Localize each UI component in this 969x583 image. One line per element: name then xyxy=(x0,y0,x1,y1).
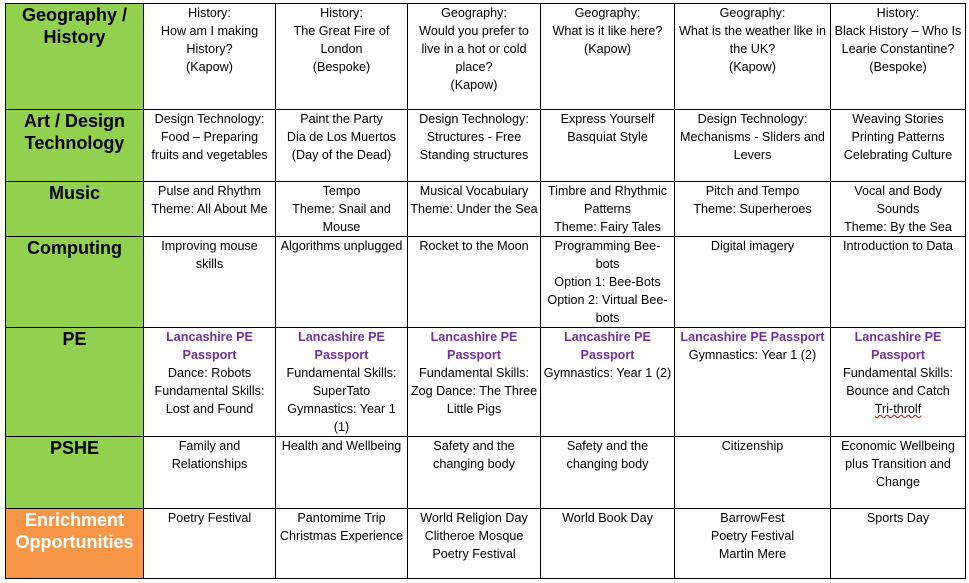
topic-text: Design Technology: Food – Preparing fruits and vegetables xyxy=(151,112,268,162)
topic-cell xyxy=(541,328,675,437)
topic-text: Would you prefer to live in a hot or cold place? xyxy=(419,24,529,74)
topic-cell xyxy=(276,182,408,237)
topic-cell xyxy=(675,4,831,110)
topic-text: Option 2: Virtual Bee-bots xyxy=(547,293,668,325)
topic-text: Pantomime Trip xyxy=(297,511,386,525)
topic-text: Poetry Festival xyxy=(167,511,252,525)
topic-text: Economic Wellbeing xyxy=(841,439,955,453)
topic-text: History: xyxy=(188,6,231,20)
topic-text: BarrowFest xyxy=(720,511,785,525)
topic-text: Dance: Robots xyxy=(167,366,252,380)
topic-text: Rocket to the Moon xyxy=(419,239,529,253)
topic-text: Fundamental Skills: SuperTato xyxy=(286,366,397,398)
topic-text: Geography: xyxy=(441,6,507,20)
topic-cell xyxy=(675,328,831,437)
topic-cell xyxy=(541,182,675,237)
topic-cell xyxy=(675,509,831,579)
topic-text: Pulse and Rhythm xyxy=(158,184,261,198)
topic-text: Theme: Under the Sea xyxy=(410,202,538,216)
topic-cell xyxy=(144,237,276,328)
pe-passport-label: Lancashire PE Passport xyxy=(430,330,518,362)
topic-cell xyxy=(408,328,541,437)
topic-cell xyxy=(541,4,675,110)
topic-text: Celebrating Culture xyxy=(843,148,953,162)
topic-cell xyxy=(276,509,408,579)
topic-text: What is it like here? xyxy=(552,24,663,38)
topic-text: Poetry Festival xyxy=(432,547,516,561)
topic-text: Paint the Party xyxy=(300,112,383,126)
pe-passport-label: Lancashire PE Passport xyxy=(680,330,825,344)
topic-text: Musical Vocabulary xyxy=(419,184,529,198)
topic-text: Algorithms unplugged xyxy=(280,239,403,253)
topic-cell xyxy=(144,328,276,437)
subject-label: Geography / History xyxy=(6,4,144,110)
pe-passport-label: Lancashire PE Passport xyxy=(854,330,942,362)
topic-text: Geography: xyxy=(719,6,786,20)
topic-cell xyxy=(144,437,276,509)
subject-label: Art / Design Technology xyxy=(6,110,144,182)
topic-text: Gymnastics: Year 1 (1) xyxy=(287,402,396,434)
topic-cell xyxy=(144,4,276,110)
row-enrichment xyxy=(6,509,966,579)
row-music xyxy=(6,182,966,237)
topic-text: Option 1: Bee-Bots xyxy=(554,275,661,289)
topic-text: Theme: Snail and Mouse xyxy=(292,202,391,234)
topic-text: (Kapow) xyxy=(450,78,498,92)
row-geography-history xyxy=(6,4,966,110)
topic-text: (Bespoke) xyxy=(869,60,927,74)
row-art-design xyxy=(6,110,966,182)
topic-text: Digital imagery xyxy=(710,239,795,253)
topic-text: Christmas Experience xyxy=(279,529,404,543)
topic-text: Martin Mere xyxy=(718,547,787,561)
topic-text: Weaving Stories xyxy=(852,112,944,126)
topic-text: Family and Relationships xyxy=(171,439,248,471)
row-pshe xyxy=(6,437,966,509)
topic-text: (Bespoke) xyxy=(312,60,371,74)
topic-cell xyxy=(831,4,966,110)
topic-text: Safety and the changing body xyxy=(566,439,649,471)
topic-text: Express Yourself xyxy=(560,112,655,126)
topic-cell xyxy=(408,437,541,509)
topic-text: Tempo xyxy=(322,184,361,198)
topic-text: How am I making History? xyxy=(160,24,259,56)
topic-text: Gymnastics: Year 1 (2) xyxy=(688,348,817,362)
topic-text: Theme: By the Sea xyxy=(844,220,952,234)
topic-text: Improving mouse skills xyxy=(161,239,258,271)
topic-text: Poetry Festival xyxy=(710,529,795,543)
topic-cell xyxy=(675,237,831,328)
topic-text: Design Technology: Mechanisms - Sliders and Levers xyxy=(680,112,825,162)
topic-cell xyxy=(541,237,675,328)
topic-cell xyxy=(276,328,408,437)
topic-text: Citizenship xyxy=(721,439,784,453)
subject-label: Music xyxy=(6,182,144,237)
topic-text: plus Transition and Change xyxy=(845,457,951,489)
topic-cell xyxy=(408,509,541,579)
row-computing xyxy=(6,237,966,328)
topic-cell xyxy=(276,437,408,509)
topic-text: Black History – Who Is Learie Constantine? xyxy=(834,24,962,56)
topic-text: (Kapow) xyxy=(584,42,631,56)
subject-label: Enrichment Opportunities xyxy=(6,509,144,579)
pe-passport-label: Lancashire PE Passport xyxy=(298,330,385,362)
topic-text: Fundamental Skills: Bounce and Catch xyxy=(843,366,953,398)
topic-text: Design Technology: Structures - Free Standing structures xyxy=(419,112,529,162)
topic-text: Gymnastics: Year 1 (2) xyxy=(543,366,672,380)
curriculum-table xyxy=(5,3,966,579)
topic-text: Basquiat Style xyxy=(567,130,648,144)
pe-passport-label: Lancashire PE Passport xyxy=(564,330,651,362)
topic-text: Printing Patterns xyxy=(851,130,945,144)
topic-text: Theme: Fairy Tales xyxy=(554,220,661,234)
topic-cell xyxy=(831,509,966,579)
topic-cell xyxy=(831,182,966,237)
topic-text: Pitch and Tempo xyxy=(705,184,800,198)
topic-cell xyxy=(675,437,831,509)
row-pe xyxy=(6,328,966,437)
topic-text: The Great Fire of London xyxy=(293,24,390,56)
topic-cell xyxy=(831,328,966,437)
topic-cell xyxy=(144,182,276,237)
topic-text: Timbre and Rhythmic Patterns xyxy=(547,184,668,216)
topic-cell xyxy=(276,237,408,328)
topic-cell xyxy=(541,437,675,509)
topic-text: Theme: Superheroes xyxy=(693,202,812,216)
topic-text: Programming Bee-bots xyxy=(554,239,661,271)
topic-cell xyxy=(408,182,541,237)
topic-text: Theme: All About Me xyxy=(151,202,268,216)
topic-cell xyxy=(831,237,966,328)
topic-text: Tri-throlf xyxy=(874,402,922,416)
topic-text: Geography: xyxy=(574,6,641,20)
topic-cell xyxy=(675,110,831,182)
topic-text: What is the weather like in the UK? xyxy=(679,24,826,56)
topic-text: Introduction to Data xyxy=(843,239,953,253)
topic-cell xyxy=(144,110,276,182)
topic-cell xyxy=(408,4,541,110)
topic-cell xyxy=(831,110,966,182)
topic-text: History: xyxy=(876,6,920,20)
topic-cell xyxy=(276,110,408,182)
topic-cell xyxy=(831,437,966,509)
topic-text: Vocal and Body Sounds xyxy=(854,184,942,216)
topic-text: Safety and the changing body xyxy=(433,439,515,471)
topic-text: (Kapow) xyxy=(186,60,233,74)
topic-text: Sports Day xyxy=(866,511,930,525)
topic-text: History: xyxy=(320,6,363,20)
subject-label: PE xyxy=(6,328,144,437)
topic-cell xyxy=(408,237,541,328)
subject-label: PSHE xyxy=(6,437,144,509)
topic-cell xyxy=(144,509,276,579)
topic-text: Clitheroe Mosque xyxy=(424,529,524,543)
topic-text: World Book Day xyxy=(562,511,653,525)
topic-cell xyxy=(541,509,675,579)
topic-text: Dia de Los Muertos (Day of the Dead) xyxy=(286,130,397,162)
subject-label: Computing xyxy=(6,237,144,328)
topic-text: (Kapow) xyxy=(729,60,776,74)
topic-text: World Religion Day xyxy=(420,511,528,525)
topic-text: Health and Wellbeing xyxy=(281,439,402,453)
topic-cell xyxy=(541,110,675,182)
pe-passport-label: Lancashire PE Passport xyxy=(166,330,253,362)
topic-text: Fundamental Skills: Lost and Found xyxy=(154,384,265,416)
topic-cell xyxy=(276,4,408,110)
topic-cell xyxy=(408,110,541,182)
topic-cell xyxy=(675,182,831,237)
topic-text: Fundamental Skills: Zog Dance: The Three Little Pigs xyxy=(410,366,538,416)
